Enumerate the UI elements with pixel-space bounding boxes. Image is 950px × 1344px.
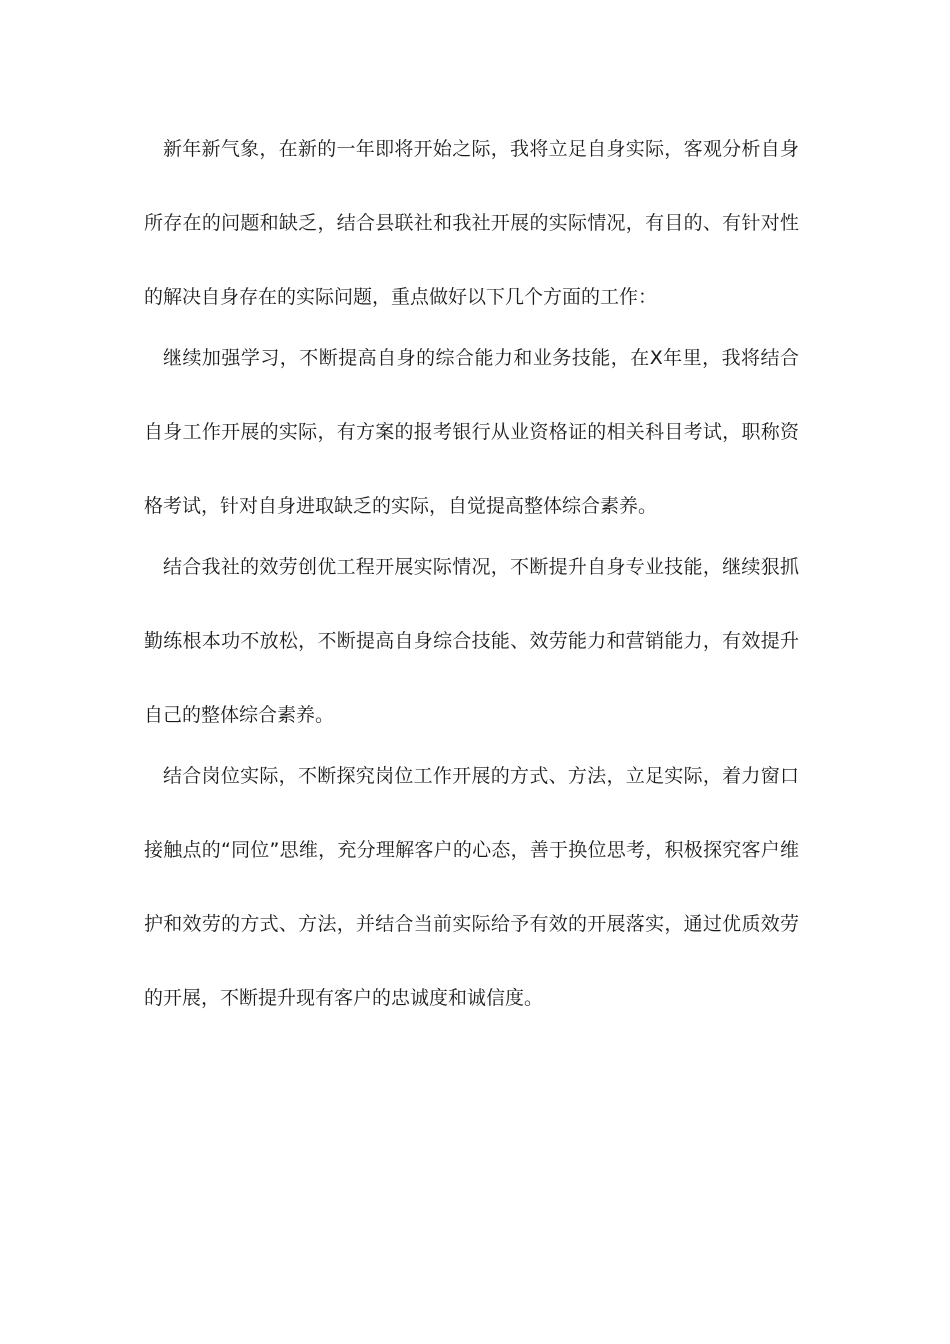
paragraph-4: 结合岗位实际，不断探究岗位工作开展的方式、方法，立足实际，着力窗口接触点的“同位”思维，充分理解客户的心态，善于换位思考，积极探究客户维护和效劳的方式、方法，并结合当前实际给予有效的开展落实，通过优质效劳的开展，不断提升现有客户的忠诚度和诚信度。	[144, 765, 799, 1009]
paragraph-2: 继续加强学习，不断提高自身的综合能力和业务技能，在X年里，我将结合自身工作开展的实际，有方案的报考银行从业资格证的相关科目考试，职称资格考试，针对自身进取缺乏的实际，自觉提高整体综合素养。	[144, 347, 799, 517]
paragraph-3: 结合我社的效劳创优工程开展实际情况，不断提升自身专业技能，继续狠抓勤练根本功不放松，不断提高自身综合技能、效劳能力和营销能力，有效提升自己的整体综合素养。	[144, 556, 799, 726]
paragraph-1: 新年新气象，在新的一年即将开始之际，我将立足自身实际，客观分析自身所存在的问题和缺乏，结合县联社和我社开展的实际情况，有目的、有针对性的解决自身存在的实际问题，重点做好以下几个方面的工作：	[144, 138, 799, 308]
document-body	[144, 112, 799, 1035]
